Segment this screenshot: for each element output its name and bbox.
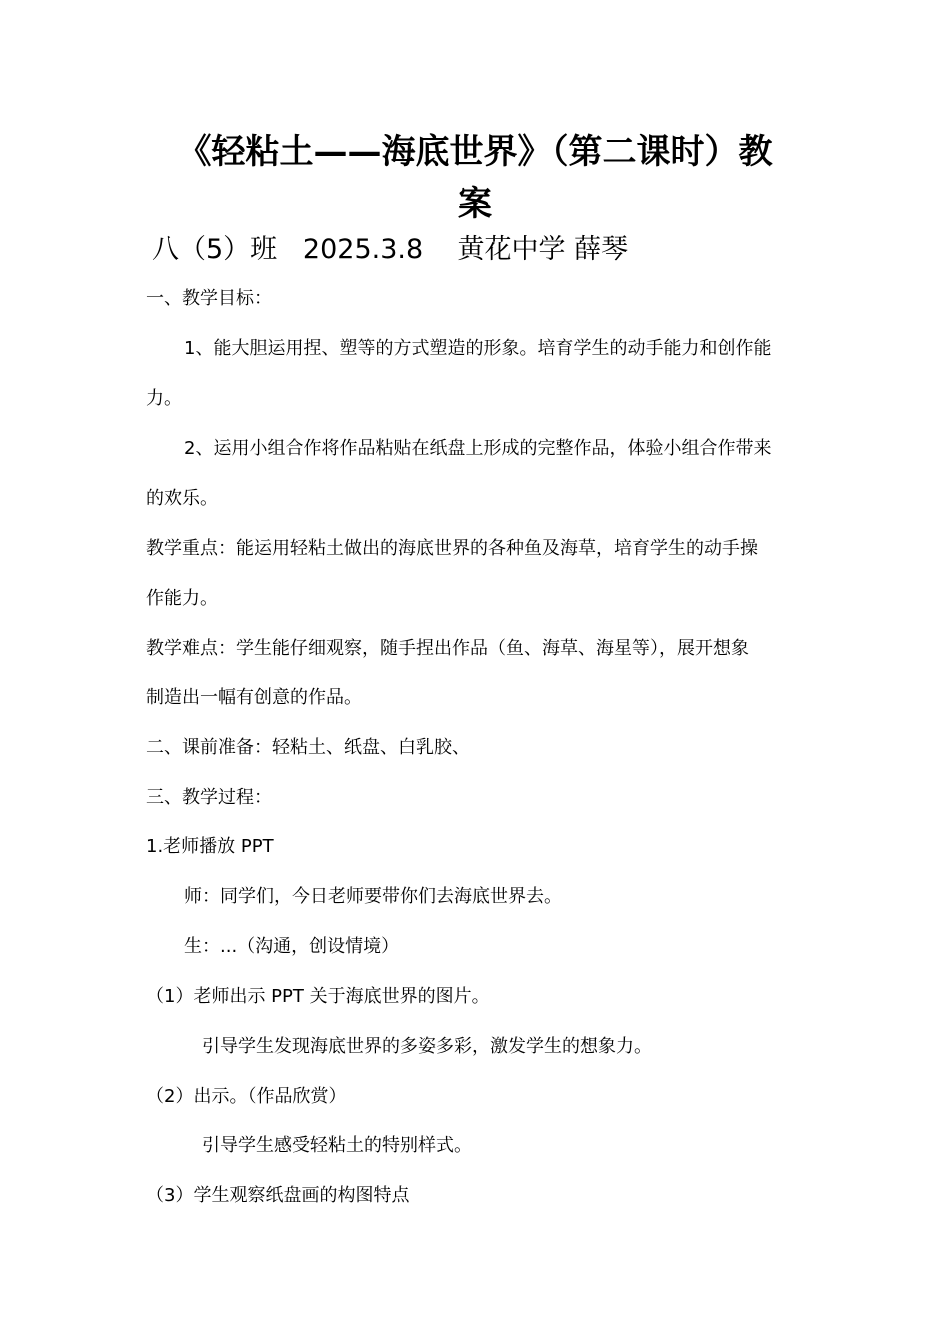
sub-step-1: （1）老师出示 PPT 关于海底世界的图片。 bbox=[146, 986, 490, 1007]
sub-step-2: （2）出示。（作品欣赏） bbox=[146, 1086, 347, 1107]
objective-1-line-1: 1、能大胆运用捏、塑等的方式塑造的形象。培育学生的动手能力和创作能 bbox=[184, 338, 772, 359]
difficulty-line-1: 教学难点：学生能仔细观察，随手捏出作品（鱼、海草、海星等），展开想象 bbox=[146, 638, 749, 659]
teacher-line: 师：同学们，今日老师要带你们去海底世界去。 bbox=[184, 886, 562, 907]
objective-2-line-2: 的欢乐。 bbox=[146, 488, 218, 509]
key-point-line-1: 教学重点：能运用轻粘土做出的海底世界的各种鱼及海草，培育学生的动手操 bbox=[146, 538, 758, 559]
student-line: 生：...（沟通，创设情境） bbox=[184, 936, 400, 957]
document-title bbox=[150, 126, 800, 230]
key-point-line-2: 作能力。 bbox=[146, 588, 218, 609]
preparation: 二、课前准备：轻粘土、纸盘、白乳胶、 bbox=[146, 737, 470, 758]
process-heading: 三、教学过程： bbox=[146, 787, 272, 808]
sub-step-1-detail: 引导学生发现海底世界的多姿多彩，激发学生的想象力。 bbox=[202, 1036, 652, 1057]
difficulty-line-2: 制造出一幅有创意的作品。 bbox=[146, 687, 362, 708]
objectives-heading: 一、教学目标： bbox=[146, 288, 272, 309]
sub-step-2-detail: 引导学生感受轻粘土的特别样式。 bbox=[202, 1135, 472, 1156]
sub-step-3: （3）学生观察纸盘画的构图特点 bbox=[146, 1185, 410, 1206]
title-line-1: 《轻粘土——海底世界》（第二课时）教 bbox=[177, 132, 773, 172]
objective-1-line-2: 力。 bbox=[146, 388, 182, 409]
class-date-school-author: 八（5）班 2025.3.8 黄花中学 薛琴 bbox=[152, 234, 629, 265]
title-line-2: 案 bbox=[458, 184, 492, 224]
objective-2-line-1: 2、运用小组合作将作品粘贴在纸盘上形成的完整作品，体验小组合作带来 bbox=[184, 438, 772, 459]
step-1: 1.老师播放 PPT bbox=[146, 836, 274, 857]
